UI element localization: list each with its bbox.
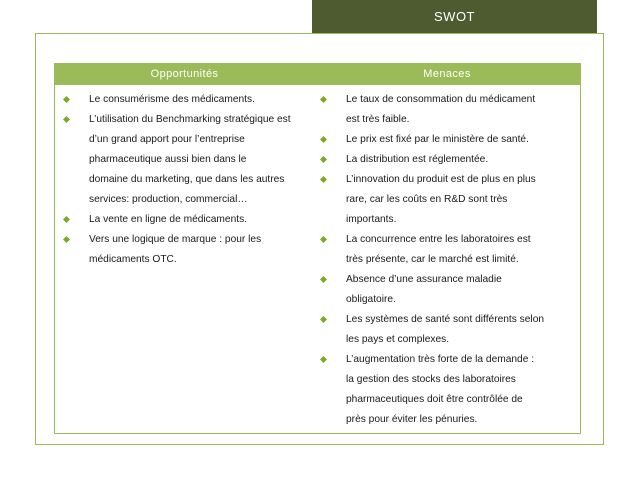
list-item — [63, 110, 318, 210]
item-line: L’augmentation très forte de la demande : — [346, 354, 535, 365]
bullet-icon — [320, 176, 327, 183]
item-line: Le taux de consommation du médicament — [346, 94, 536, 105]
header-threats: Menaces — [423, 68, 471, 80]
item-line: est très faible. — [346, 114, 410, 125]
item-line: Le prix est fixé par le ministère de santé. — [346, 134, 529, 145]
item-line: L’utilisation du Benchmarking stratégique est — [89, 114, 291, 125]
bullet-icon — [63, 96, 70, 103]
bullet-icon — [320, 316, 327, 323]
list-item — [320, 310, 580, 350]
item-line: médicaments OTC. — [89, 254, 177, 265]
bullet-icon — [320, 156, 327, 163]
item-line: Absence d’une assurance maladie — [346, 274, 502, 285]
item-line: services: production, commercial… — [89, 194, 248, 205]
threats-column — [318, 90, 580, 430]
item-line: obligatoire. — [346, 294, 396, 305]
item-line: domaine du marketing, que dans les autres — [89, 174, 285, 185]
item-line: Le consumérisme des médicaments. — [89, 94, 255, 105]
bullet-icon — [320, 356, 327, 363]
bullet-icon — [63, 216, 70, 223]
bullet-icon — [63, 236, 70, 243]
item-line: La concurrence entre les laboratoires est — [346, 234, 531, 245]
list-item — [320, 270, 580, 310]
bullet-icon — [320, 236, 327, 243]
item-line: près pour éviter les pénuries. — [346, 414, 478, 425]
bullet-icon — [320, 96, 327, 103]
header-opportunities: Opportunités — [150, 68, 219, 80]
list-item — [63, 90, 318, 110]
list-item — [320, 90, 580, 130]
list-item — [63, 210, 318, 230]
list-item — [63, 230, 318, 270]
item-line: La vente en ligne de médicaments. — [89, 214, 248, 225]
list-item — [320, 350, 580, 430]
list-item — [320, 230, 580, 270]
item-line: rare, car les coûts en R&D sont très — [346, 194, 508, 205]
bullet-icon — [320, 136, 327, 143]
item-line: pharmaceutiques doit être contrôlée de — [346, 394, 523, 405]
item-line: Vers une logique de marque : pour les — [89, 234, 262, 245]
item-line: Les systèmes de santé sont différents selon — [346, 314, 545, 325]
table-body-row — [55, 85, 580, 430]
threats-list — [320, 90, 580, 430]
table-header-row — [55, 63, 580, 85]
item-line: la gestion des stocks des laboratoires — [346, 374, 516, 385]
bullet-icon — [63, 116, 70, 123]
item-line: pharmaceutique aussi bien dans le — [89, 154, 247, 165]
item-line: d’un grand apport pour l’entreprise — [89, 134, 245, 145]
bullet-icon — [320, 276, 327, 283]
list-item — [320, 130, 580, 150]
list-item — [320, 170, 580, 230]
item-line: L’innovation du produit est de plus en plus — [346, 174, 536, 185]
item-line: les pays et complexes. — [346, 334, 450, 345]
item-line: importants. — [346, 214, 397, 225]
swot-table — [54, 63, 581, 434]
item-line: La distribution est réglementée. — [346, 154, 489, 165]
slide-title: SWOT — [312, 0, 597, 33]
item-line: très présente, car le marché est limité. — [346, 254, 519, 265]
opportunities-column — [55, 90, 318, 430]
opportunities-list — [63, 90, 318, 270]
list-item — [320, 150, 580, 170]
